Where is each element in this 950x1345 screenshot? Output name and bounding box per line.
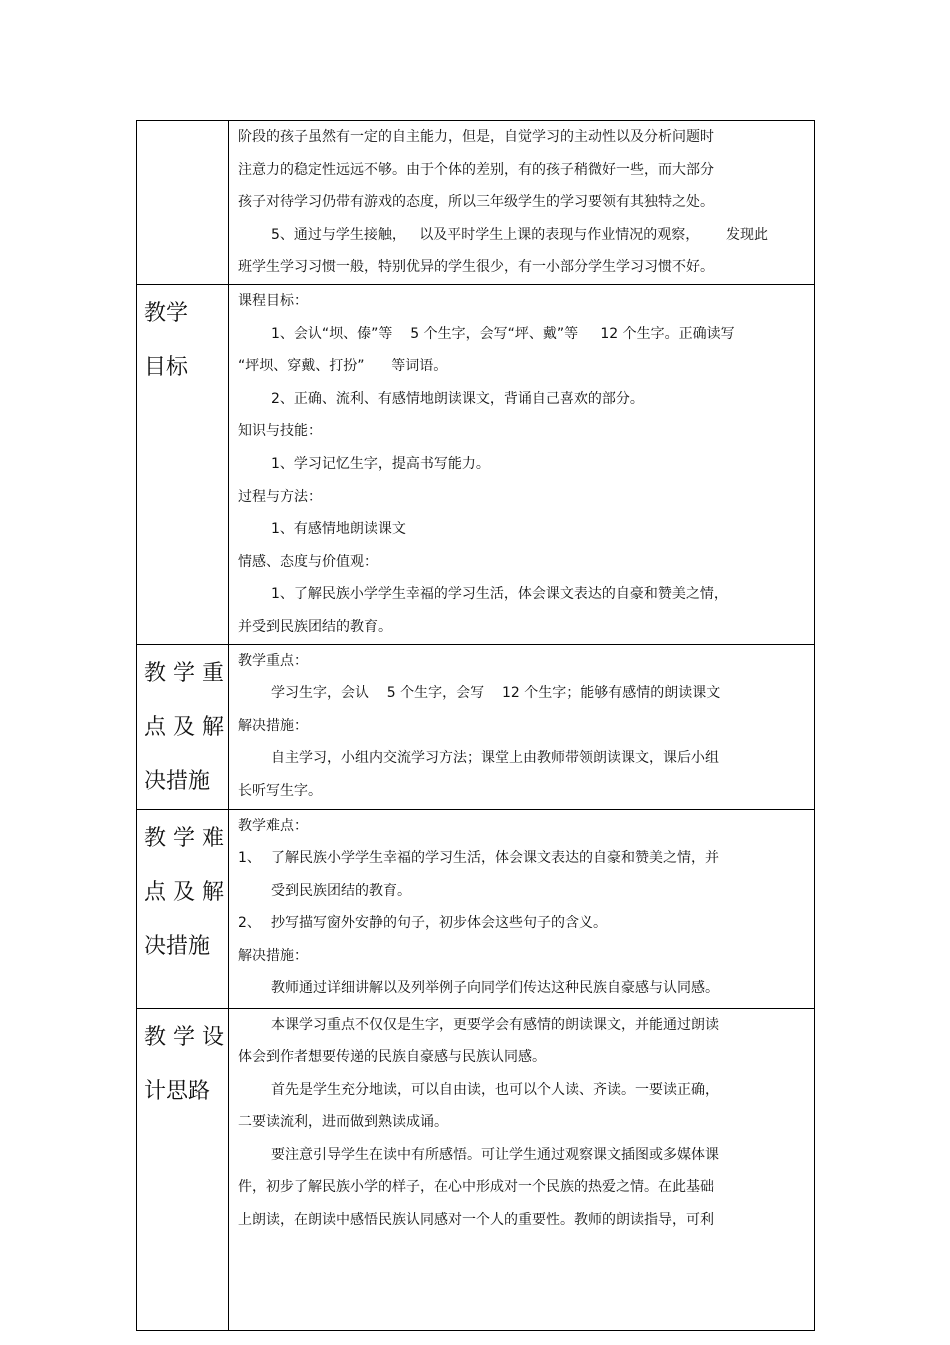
line-text: 教师通过详细讲解以及列举例子向同学们传达这种民族自豪感与认同感。	[271, 980, 719, 997]
line-text: 1、有感情地朗读课文	[271, 521, 406, 538]
row-goals	[137, 284, 815, 644]
line-text: 受到民族团结的教育。	[271, 882, 411, 899]
text-line	[238, 219, 806, 252]
text-line	[238, 677, 806, 710]
line-text: 情感、态度与价值观：	[238, 553, 378, 570]
text-line	[238, 578, 806, 611]
row-design	[137, 1008, 815, 1330]
heading-line: 计思路	[144, 1078, 211, 1104]
text-line	[238, 940, 806, 973]
line-text: 1、学习记忆生字，提高书写能力。	[271, 455, 490, 472]
text-line	[238, 1009, 806, 1042]
line-text: 上朗读，在朗读中感悟民族认同感对一个人的重要性。教师的朗读指导，可利	[238, 1212, 714, 1229]
heading-line: 点 及 解	[144, 879, 224, 905]
line-text: 二要读流利，进而做到熟读成诵。	[238, 1114, 448, 1131]
text-line	[238, 742, 806, 775]
row-heading-difficulties	[137, 809, 229, 1008]
row-difficulties	[137, 809, 815, 1008]
heading-line: 点 及 解	[144, 714, 224, 740]
line-text: 首先是学生充分地读，可以自由读，也可以个人读、齐读。一要读正确，	[271, 1081, 719, 1098]
text-line	[238, 383, 806, 416]
text-line	[238, 350, 806, 383]
text-line	[238, 121, 806, 154]
line-text: 注意力的稳定性远远不够。由于个体的差别，有的孩子稍微好一些，而大部分	[238, 161, 714, 178]
row-body-analysis	[229, 121, 815, 285]
line-text: 教学重点：	[238, 652, 308, 669]
text-line	[238, 1171, 806, 1204]
text-line	[238, 513, 806, 546]
text-line	[238, 546, 806, 579]
row-heading-analysis	[137, 121, 229, 285]
text-line	[238, 186, 806, 219]
row-body-difficulties	[229, 809, 815, 1008]
text-line	[238, 972, 806, 1005]
text-line	[238, 710, 806, 743]
line-text: 5、通过与学生接触， 以及平时学生上课的表现与作业情况的观察， 发现此	[271, 226, 768, 243]
list-number: 2、	[238, 915, 261, 932]
text-line	[238, 1204, 806, 1237]
line-text: 要注意引导学生在读中有所感悟。可让学生通过观察课文插图或多媒体课	[271, 1146, 719, 1163]
text-line	[238, 875, 806, 908]
line-text: 长听写生字。	[238, 782, 322, 799]
text-line	[238, 645, 806, 678]
text-line	[238, 775, 806, 808]
row-key-points	[137, 644, 815, 809]
line-text: 自主学习，小组内交流学习方法；课堂上由教师带领朗读课文，课后小组	[271, 750, 719, 767]
line-text: 2、正确、流利、有感情地朗读课文，背诵自己喜欢的部分。	[271, 390, 644, 407]
row-heading-goals	[137, 284, 229, 644]
line-text: 教学难点：	[238, 817, 308, 834]
line-text: 1、会认“坝、傣”等 5 个生字，会写“坪、戴”等 12 个生字。正确读写	[271, 325, 735, 342]
text-line	[238, 1106, 806, 1139]
text-line	[238, 611, 806, 644]
row-body-goals	[229, 284, 815, 644]
heading-line: 教学	[144, 300, 189, 326]
text-line	[238, 285, 806, 318]
text-line	[238, 481, 806, 514]
line-text: 班学生学习习惯一般，特别优异的学生很少，有一小部分学生学习习惯不好。	[238, 259, 714, 276]
heading-line: 教 学 重	[144, 660, 224, 686]
heading-line: 教 学 设	[144, 1024, 224, 1050]
text-line	[238, 251, 806, 284]
line-text: 知识与技能：	[238, 423, 322, 440]
line-text: 学习生字，会认 5 个生字，会写 12 个生字；能够有感情的朗读课文	[271, 685, 721, 702]
text-line	[238, 448, 806, 481]
heading-line: 决措施	[144, 768, 211, 794]
text-line	[238, 318, 806, 351]
row-heading-key-points	[137, 644, 229, 809]
line-text: 1、了解民族小学学生幸福的学习生活，体会课文表达的自豪和赞美之情，	[271, 586, 728, 603]
heading-line: 决措施	[144, 933, 211, 959]
lesson-plan-table	[136, 120, 815, 1331]
row-body-key-points	[229, 644, 815, 809]
text-line	[238, 842, 806, 875]
line-text: 过程与方法：	[238, 488, 322, 505]
heading-line: 目标	[144, 354, 189, 380]
text-line	[238, 1041, 806, 1074]
list-number: 1、	[238, 850, 261, 867]
line-text: 抄写描写窗外安静的句子，初步体会这些句子的含义。	[271, 915, 607, 932]
line-text: 课程目标：	[238, 292, 308, 309]
text-line	[238, 154, 806, 187]
line-text: 阶段的孩子虽然有一定的自主能力，但是，自觉学习的主动性以及分析问题时	[238, 129, 714, 145]
text-line	[238, 810, 806, 843]
text-line	[238, 1074, 806, 1107]
row-body-design	[229, 1008, 815, 1330]
text-line	[238, 1139, 806, 1172]
line-text: 体会到作者想要传递的民族自豪感与民族认同感。	[238, 1049, 546, 1066]
text-line	[238, 415, 806, 448]
line-text: 件，初步了解民族小学的样子，在心中形成对一个民族的热爱之情。在此基础	[238, 1179, 714, 1196]
line-text: 了解民族小学学生幸福的学习生活，体会课文表达的自豪和赞美之情，并	[271, 850, 719, 867]
heading-line: 教 学 难	[144, 825, 224, 851]
text-line	[238, 907, 806, 940]
row-analysis	[137, 121, 815, 285]
line-text: 解决措施：	[238, 717, 308, 734]
line-text: 并受到民族团结的教育。	[238, 618, 392, 635]
line-text: 孩子对待学习仍带有游戏的态度，所以三年级学生的学习要领有其独特之处。	[238, 194, 714, 211]
line-text: “坪坝、穿戴、打扮” 等词语。	[238, 358, 448, 375]
row-heading-design	[137, 1008, 229, 1330]
line-text: 本课学习重点不仅仅是生字，更要学会有感情的朗读课文，并能通过朗读	[271, 1016, 719, 1033]
line-text: 解决措施：	[238, 947, 308, 964]
